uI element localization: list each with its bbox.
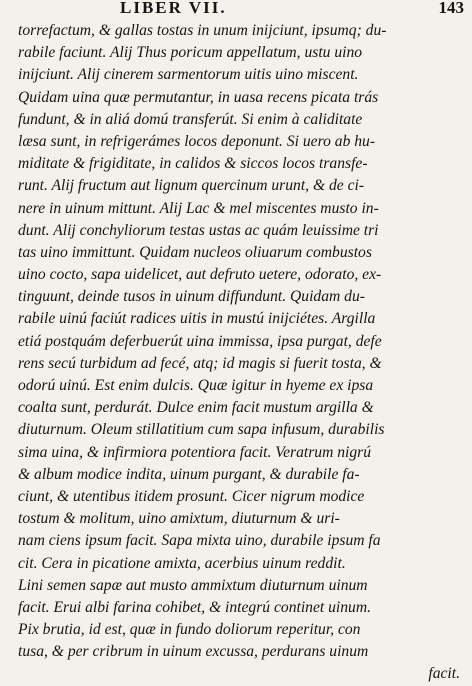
text-line: cit. Cera in picatione amixta, acerbius uinum reddit. — [18, 554, 346, 572]
text-line: tas uino immittunt. Quidam nucleos oliuarum combustos — [18, 243, 372, 261]
text-line: Lini semen sapæ aut musto ammixtum diuturnum uinum — [18, 576, 368, 594]
text-line: runt. Alij fructum aut lignum quercinum urunt, & de ci- — [18, 177, 365, 195]
text-line: tusa, & per cribrum in uinum excussa, perdurans uinum — [18, 643, 369, 661]
text-line: odorú uinú. Est enim dulcis. Quæ igitur in hyeme ex ipsa — [18, 377, 374, 394]
text-line: rabile uinú faciút radices uitis in mustú inijciétes. Argilla — [18, 310, 376, 328]
text-line: torrefactum, & gallas tostas in unum inijciunt, ipsumq; du- — [18, 22, 387, 39]
body-text — [18, 20, 464, 686]
running-title: LIBER VII. — [120, 0, 227, 17]
text-line: dunt. Alij conchyliorum testas ustas ac quám leuissime tri — [18, 221, 379, 239]
text-line: etiá postquám deferbuerút uina immissa, ipsa purgat, defe — [18, 332, 382, 350]
text-line: rabile faciunt. Alij Thus poricum appellatum, ustu uino — [18, 44, 363, 62]
text-line: tostum & molitum, uino amixtum, diuturnum & uri- — [18, 510, 340, 528]
text-line: inijciunt. Alij cinerem sarmentorum uitis uino miscent. — [18, 66, 359, 84]
text-line: nam ciens ipsum facit. Sapa mixta uino, durabile ipsum fa — [18, 532, 381, 550]
page-header — [0, 0, 472, 18]
text-line: fundunt, & in aliá domú transferút. Si enim à caliditate — [18, 110, 363, 128]
text-line: uino cocto, sapa uidelicet, aut defruto uetere, odorato, ex- — [18, 266, 382, 284]
text-line: coalta sunt, perdurát. Dulce enim facit mustum argilla & — [18, 399, 374, 417]
text-line: nere in uinum mittunt. Alij Lac & mel miscentes musto in- — [18, 199, 379, 217]
page-number: 143 — [438, 0, 464, 17]
text-line: Pix brutia, id est, quæ in fundo doliorum reperitur, con — [18, 621, 361, 639]
text-line: rens secú turbidum ad fecé, atq; id magis si fuerit tosta, & — [18, 354, 382, 372]
text-line: & album modice indita, uinum purgant, & durabile fa- — [18, 465, 360, 483]
text-line: miditate & frigiditate, in calidos & siccos locos transfe- — [18, 155, 368, 173]
text-line: sima uina, & infirmiora potentiora facit. Veratrum nigrú — [18, 443, 372, 461]
text-line: Quidam uina quæ permutantur, in uasa recens picata trás — [18, 88, 379, 106]
text-line: diuturnum. Oleum stillatitium cum sapa infusum, durabilis — [18, 421, 385, 439]
text-line: facit. — [428, 665, 460, 683]
text-line: ciunt, & utentibus itidem prosunt. Cicer nigrum modice — [18, 487, 365, 505]
text-line: facit. Erui albi farina cohibet, & integrú continet uinum. — [18, 598, 371, 616]
text-line: læsa sunt, in refrigeráтes locos deponunt. Si uero ab hu- — [18, 132, 376, 150]
text-line: tinguunt, deinde tusos in uinum diffundunt. Quidam du- — [18, 288, 365, 306]
